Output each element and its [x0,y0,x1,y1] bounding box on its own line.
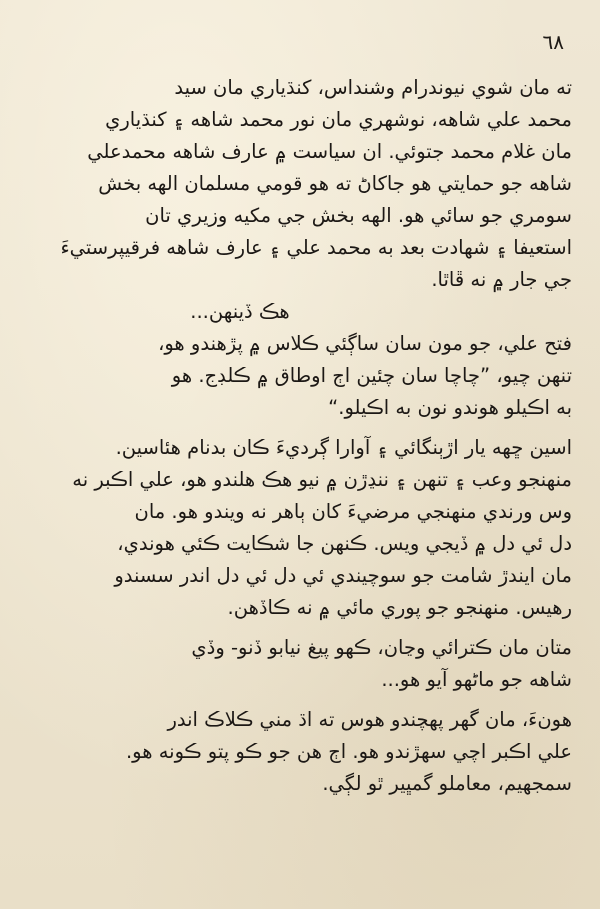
text-line: تنهن چيو، ”چاچا سان چئين اڄ اوطاق ۾ ڪلڊج. هو [171,364,572,387]
paragraph-3 [28,328,572,424]
text-line: محمد علي شاهه، نوشهري مان نور محمد شاهه ۽ کنڌياري [105,108,572,131]
text-line: علي اڪبر اچي سهڙندو هو. اڄ هن جو ڪو پتو ڪونه هو. [125,740,572,763]
text-line: جي جار ۾ نه ڦاٿا. [431,268,572,291]
paragraph-1 [28,72,572,296]
text-line: استعيفا ۽ شهادت بعد به محمد علي ۽ عارف شاهه فرقيپرستيءَ [60,236,572,259]
text-line: ته مان شوي نيوندرام وشنداس، کنڌياري مان سيد [174,76,572,99]
text-line: شاهه جو حمايتي هو جاکاڻ ته هو قومي مسلمان الهه بخش [98,172,572,195]
text-line: فتح علي، جو مون سان ساڳئي ڪلاس ۾ پڙهندو هو، [158,332,572,355]
text-line: دل ئي دل ۾ ڏيجي ويس. ڪنهن جا شڪايت ڪئي هوندي، [117,532,572,555]
text-line: مان غلام محمد جتوئي. ان سياست ۾ عارف شاهه محمدعلي [87,140,572,163]
text-line: سومري جو سائي هو. الهه بخش جي مکيه وزيري تان [145,204,572,227]
text-line: به اڪيلو هوندو نون به اڪيلو.“ [328,396,572,419]
text-line: رهيس. منهنجو جو پوري مائي ۾ نه ڪاڏهن. [227,596,572,619]
text-line: شاهه جو ماڻهو آيو هو... [381,668,572,691]
text-line: سمجهيم، معاملو گمڀير ٿو لڳي. [322,772,572,795]
text-line: مان ايندڙ شامت جو سوچيندي ئي دل ئي دل اندر سسندو [114,564,572,587]
text-line: متان مان ڪترائي وڃان، ڪهو پيغ نيابو ڏنو- وڏي [191,636,572,659]
paragraph-2 [28,296,572,328]
paragraph-5 [28,632,572,696]
paragraph-6 [28,704,572,800]
text-line: هونءَ، مان گهر پهچندو هوس ته اڌ مني ڪلاڪ اندر [167,708,572,731]
text-line: منهنجو وعب ۽ تنهن ۽ ننڍڙن ۾ نيو هڪ هلندو هو، علي اڪبر نه [72,468,572,491]
text-line: اسين ڇهه يار اڙٻنگائي ۽ آوارا ڳرديءَ ڪان بدنام هئاسين. [115,436,572,459]
body-text [28,72,572,800]
page-number: ٦٨ [542,30,564,54]
paragraph-4 [28,432,572,624]
text-line: هڪ ڏينهن... [190,300,290,323]
text-line: وس ورندي منهنجي مرضيءَ کان ٻاهر نه ويندو هو. مان [134,500,572,523]
